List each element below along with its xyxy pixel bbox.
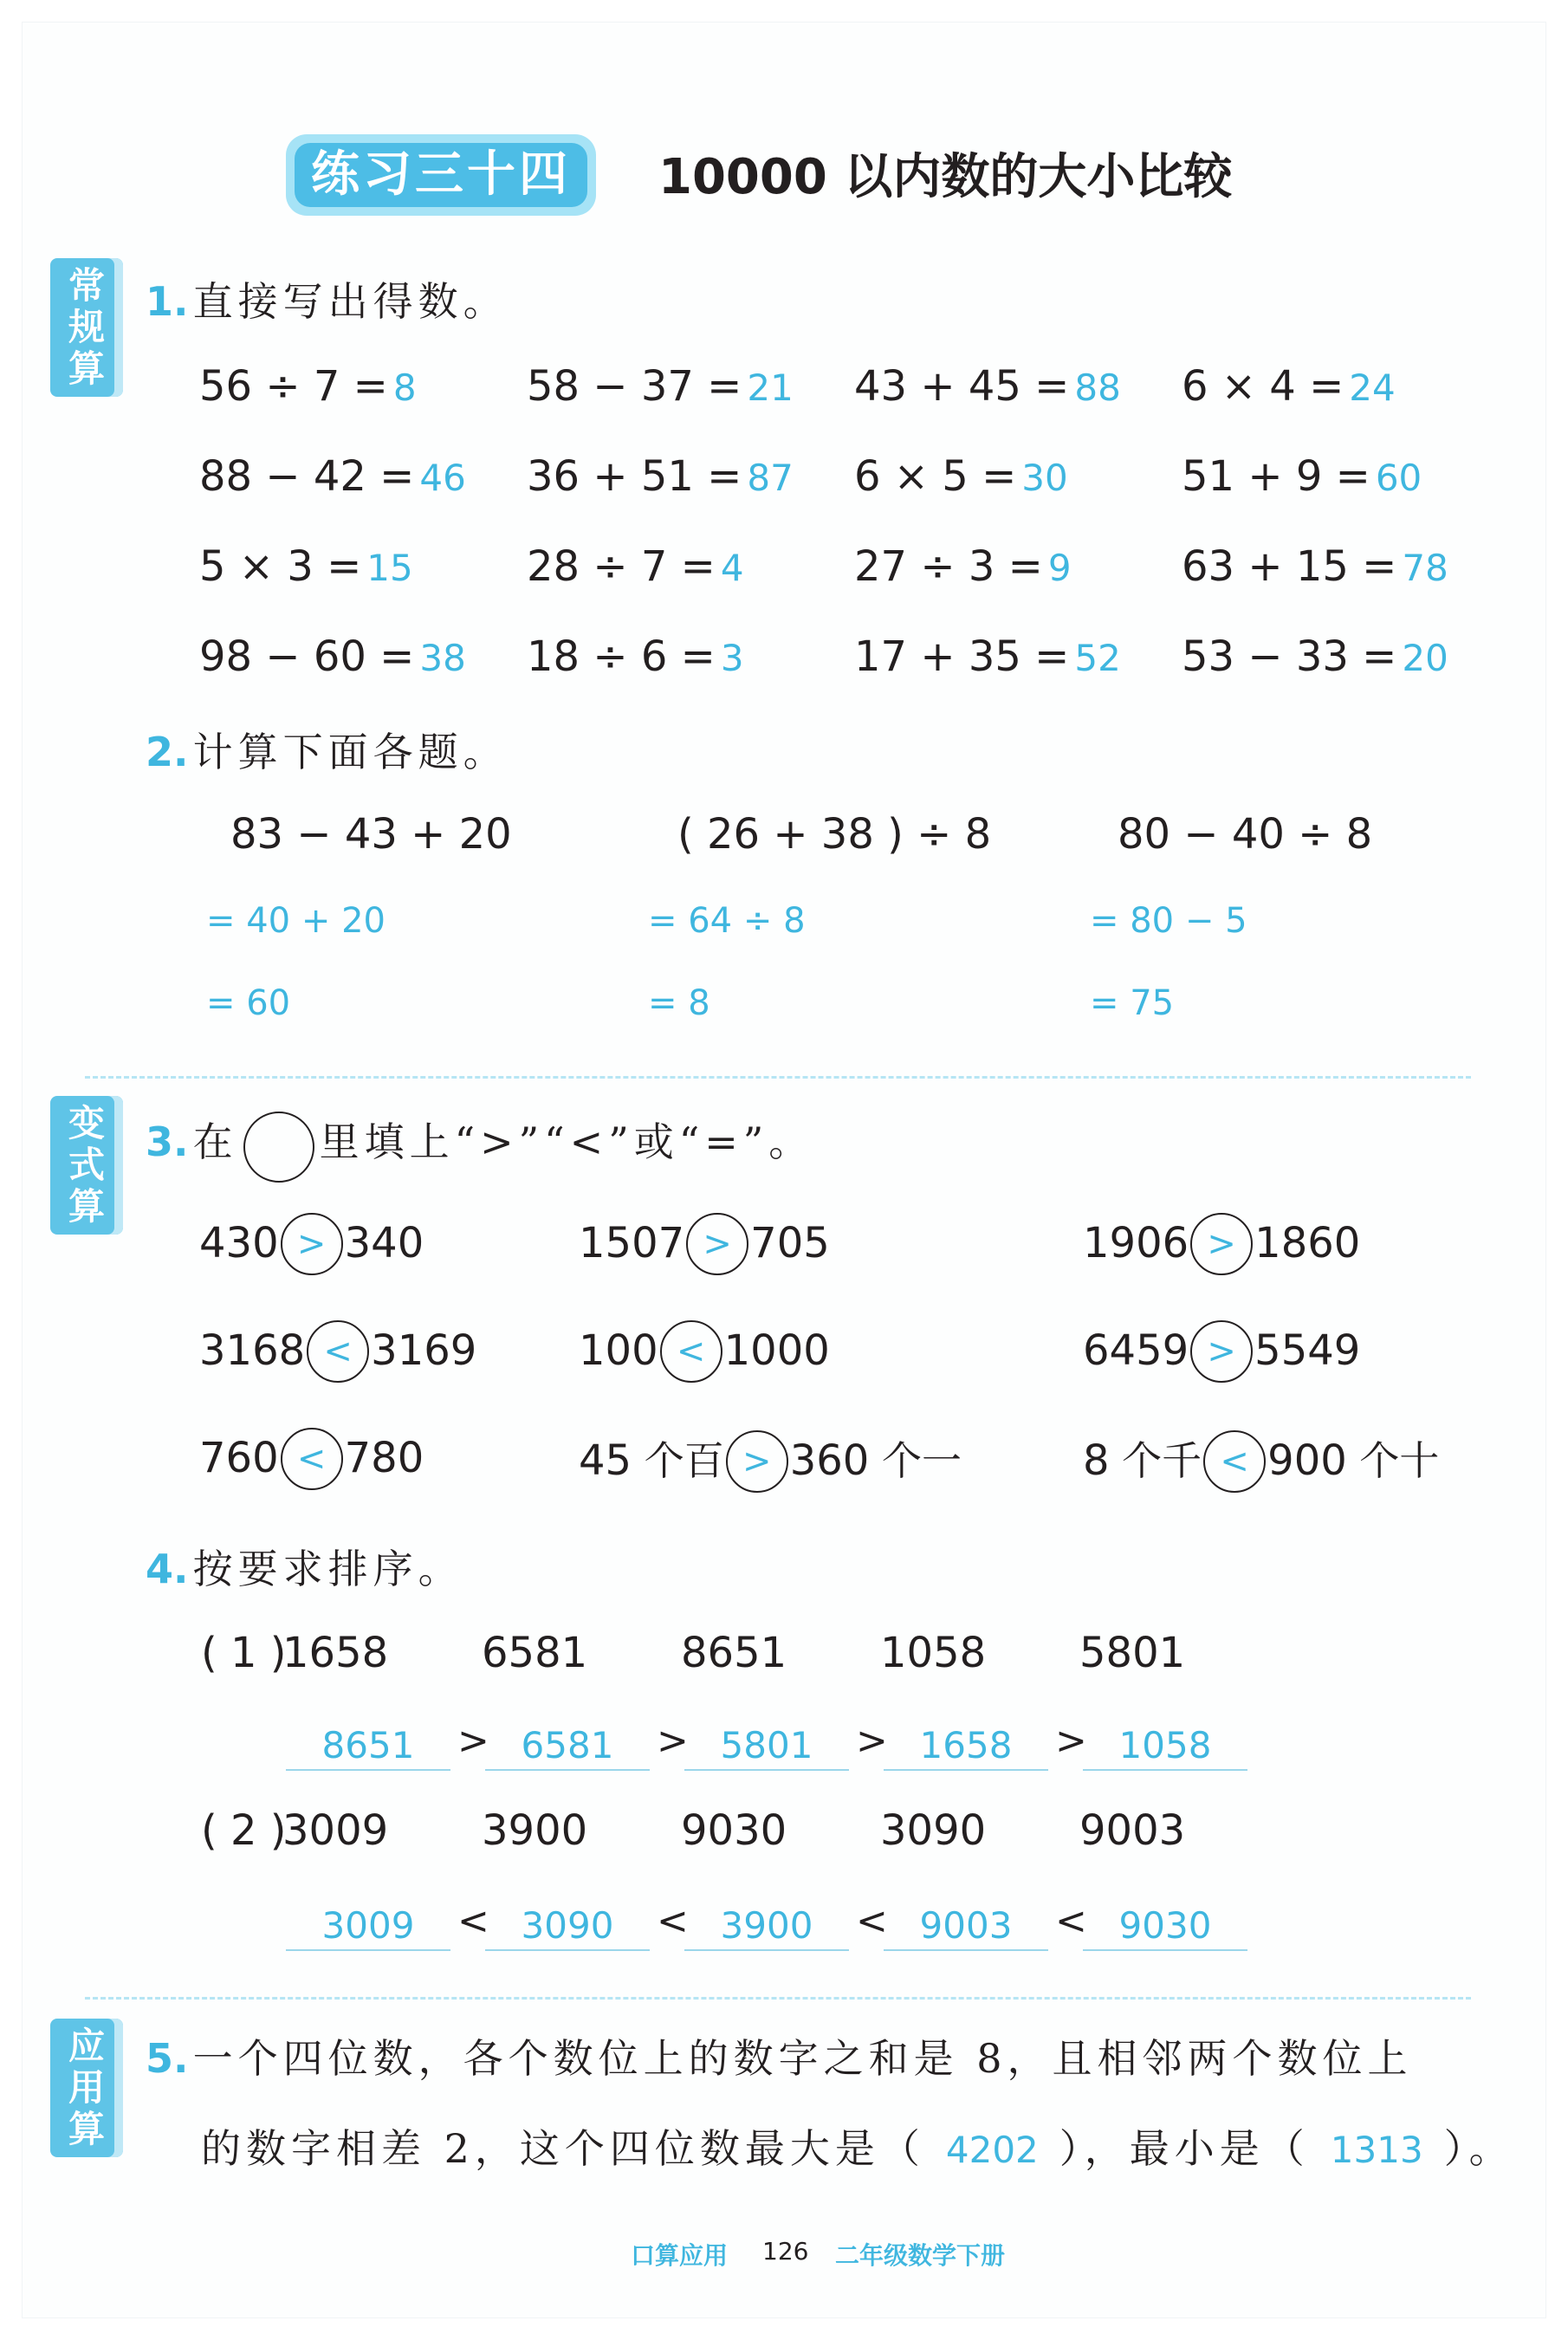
mental-math-item [199,452,466,501]
page-title: 10000 以内数的大小比较 [658,149,1233,205]
tab-char: 算 [68,1185,105,1228]
compare-right-value: 1000 [723,1326,830,1375]
mental-math-item [527,362,794,411]
math-expression: 53 − 33 = [1182,632,1397,681]
mental-math-item [199,542,413,591]
sort-sign: > [457,1719,489,1763]
compare-right-value: 780 [344,1434,424,1482]
math-answer[interactable]: 24 [1349,366,1396,409]
q5-answer-max[interactable]: 4202 [945,2129,1039,2171]
mental-math-item [1182,362,1396,411]
math-expression: 51 + 9 = [1182,452,1370,501]
math-answer[interactable]: 60 [1375,457,1422,499]
sort-given-number: 1658 [282,1629,389,1677]
sort-given-number: 6581 [482,1629,588,1677]
tab-char: 算 [68,2108,105,2150]
q1-heading [146,270,509,327]
q2-number: 2. [146,729,189,775]
lesson-badge-label: 练习三十四 [295,143,587,207]
math-answer[interactable]: 88 [1074,366,1121,409]
q5-line2 [201,2117,1514,2175]
tab-char: 常 [68,264,105,307]
math-expression: 88 − 42 = [199,452,415,501]
calc-step-1[interactable]: = 64 ÷ 8 [648,901,806,941]
sort-answer-blank[interactable]: 9003 [884,1902,1048,1951]
sort-sign: > [1055,1719,1087,1763]
mental-math-item [854,632,1121,681]
compare-right-value: 360 [789,1436,870,1485]
compare-item [1083,1429,1439,1494]
math-expression: 56 ÷ 7 = [199,362,388,411]
compare-right-value: 900 [1267,1436,1347,1485]
section-divider [85,1076,1471,1079]
sort-given-number: 3090 [880,1806,987,1855]
q2-heading [146,721,509,778]
mental-math-item [1182,452,1422,501]
section-divider [85,1997,1471,2000]
sort-answer-blank[interactable]: 1058 [1083,1722,1247,1771]
sort-given-number: 8651 [681,1629,787,1677]
sort-answer-blank[interactable]: 6581 [485,1722,650,1771]
mental-math-item [527,542,744,591]
compare-answer-circle[interactable]: > [686,1213,748,1275]
tab-applied-calc [50,2019,123,2157]
compare-left-value: 430 [199,1219,279,1267]
compare-right-value: 340 [344,1219,424,1267]
q5-text-line2b: ），最小是（ [1059,2125,1310,2172]
compare-item [579,1322,830,1384]
q3-heading [146,1111,813,1188]
sort-answer-blank[interactable]: 1658 [884,1722,1048,1771]
math-answer[interactable]: 30 [1021,457,1068,499]
math-answer[interactable]: 78 [1402,547,1448,589]
calc-step-1[interactable]: = 80 − 5 [1090,901,1247,941]
mental-math-item [199,362,417,411]
compare-answer-circle[interactable]: > [1190,1320,1253,1383]
page-number: 126 [762,2237,809,2265]
math-answer[interactable]: 20 [1402,637,1448,679]
mental-math-item [1182,632,1448,681]
compare-left-value: 1906 [1083,1219,1189,1267]
math-answer[interactable]: 9 [1047,547,1072,589]
q5-text-line2a: 的数字相差 2，这个四位数最大是（ [201,2125,925,2172]
tab-regular-calc [50,258,123,397]
compare-right-value: 705 [750,1219,830,1267]
math-expression: 6 × 5 = [854,452,1017,501]
sort-answer-blank[interactable]: 3900 [684,1902,849,1951]
q5-number: 5. [146,2035,189,2082]
mental-math-item [854,362,1121,411]
q3-prompt-a: 在 [192,1118,238,1165]
sort-sign: < [856,1899,888,1943]
math-expression: 6 × 4 = [1182,362,1344,411]
compare-left-value: 6459 [1083,1326,1189,1375]
math-expression: 63 + 15 = [1182,542,1397,591]
sort-sign: > [657,1719,689,1763]
math-expression: 5 × 3 = [199,542,362,591]
math-expression: 27 ÷ 3 = [854,542,1043,591]
calc-step-2[interactable]: = 8 [648,983,710,1023]
compare-answer-circle[interactable]: < [281,1428,343,1490]
math-answer[interactable]: 46 [419,457,466,499]
math-expression: 17 + 35 = [854,632,1070,681]
q3-number: 3. [146,1118,189,1165]
q2-prompt: 计算下面各题。 [192,729,509,775]
sort-answer-blank[interactable]: 9030 [1083,1902,1247,1951]
math-answer[interactable]: 4 [720,547,744,589]
math-answer[interactable]: 15 [366,547,413,589]
math-expression: 43 + 45 = [854,362,1070,411]
compare-answer-circle[interactable]: > [726,1430,788,1493]
calc-step-1[interactable]: = 40 + 20 [206,901,386,941]
compare-left-value: 760 [199,1434,279,1482]
math-expression: 28 ÷ 7 = [527,542,716,591]
compare-left-value: 3168 [199,1326,306,1375]
tab-char: 算 [68,347,105,390]
math-expression: 18 ÷ 6 = [527,632,716,681]
sort-part-label: ( 1 ) [201,1629,287,1677]
mental-math-item [1182,542,1448,591]
calc-expression: ( 26 + 38 ) ÷ 8 [677,810,992,859]
math-answer[interactable]: 8 [392,366,417,409]
compare-right-value: 3169 [371,1326,477,1375]
empty-circle-icon [243,1112,314,1183]
compare-item [579,1429,962,1494]
compare-item [199,1215,424,1277]
compare-left-value: 45 [579,1436,632,1485]
compare-left-value: 8 [1083,1436,1110,1485]
sort-sign: < [1055,1899,1087,1943]
sort-given-number: 9003 [1079,1806,1186,1855]
sort-given-number: 3900 [482,1806,588,1855]
math-answer[interactable]: 52 [1074,637,1121,679]
compare-left-value: 1507 [579,1219,685,1267]
compare-right-unit: 个一 [869,1437,962,1484]
compare-right-value: 5549 [1254,1326,1361,1375]
sort-sign: < [657,1899,689,1943]
compare-answer-circle[interactable]: < [307,1320,369,1383]
sort-sign: < [457,1899,489,1943]
calc-expression: 80 − 40 ÷ 8 [1118,810,1373,859]
sort-answer-blank[interactable]: 3009 [286,1902,450,1951]
tab-char: 规 [68,306,105,348]
footer-grade: 二年级数学下册 [835,2241,1006,2270]
sort-answer-blank[interactable]: 5801 [684,1722,849,1771]
mental-math-item [199,632,466,681]
q4-heading [146,1538,463,1595]
calc-expression: 83 − 43 + 20 [230,810,512,859]
lesson-badge [286,134,596,216]
compare-item [1083,1215,1360,1277]
q4-prompt: 按要求排序。 [192,1546,463,1592]
compare-answer-circle[interactable]: < [1203,1430,1266,1493]
compare-left-unit: 个千 [1109,1437,1202,1484]
compare-left-unit: 个百 [632,1437,724,1484]
math-answer[interactable]: 87 [747,457,794,499]
compare-right-unit: 个十 [1346,1437,1440,1484]
sort-answer-blank[interactable]: 3090 [485,1902,650,1951]
compare-item [579,1215,830,1277]
sort-answer-blank[interactable]: 8651 [286,1722,450,1771]
sort-given-number: 1058 [880,1629,987,1677]
tab-char: 应 [68,2025,105,2067]
q1-prompt: 直接写出得数。 [192,278,509,325]
mental-math-item [854,542,1072,591]
compare-answer-circle[interactable]: < [660,1320,722,1383]
tab-char: 用 [68,2066,105,2109]
compare-item [199,1429,424,1492]
compare-item [199,1322,476,1384]
tab-char: 式 [68,1144,105,1186]
q5-line1 [146,2027,1412,2084]
math-answer[interactable]: 38 [419,637,466,679]
math-expression: 98 − 60 = [199,632,415,681]
math-expression: 36 + 51 = [527,452,742,501]
sort-given-number: 3009 [282,1806,389,1855]
sort-sign: > [856,1719,888,1763]
mental-math-item [854,452,1068,501]
tab-variant-calc [50,1096,123,1235]
mental-math-item [527,632,744,681]
compare-item [1083,1322,1360,1384]
compare-left-value: 100 [579,1326,658,1375]
sort-given-number: 5801 [1079,1629,1186,1677]
math-expression: 58 − 37 = [527,362,742,411]
q5-text-line2c: ）。 [1443,2125,1514,2172]
q5-text-line1: 一个四位数，各个数位上的数字之和是 8，且相邻两个数位上 [192,2035,1413,2082]
q1-number: 1. [146,278,189,325]
compare-answer-circle[interactable]: > [281,1213,343,1275]
sort-part-label: ( 2 ) [201,1806,287,1855]
footer-series: 口算应用 [631,2241,729,2270]
q4-number: 4. [146,1546,189,1592]
mental-math-item [527,452,794,501]
compare-answer-circle[interactable]: > [1190,1213,1253,1275]
math-answer[interactable]: 21 [747,366,794,409]
compare-right-value: 1860 [1254,1219,1361,1267]
q3-prompt-b: 里填上“>”“<”或“=”。 [319,1118,814,1165]
q5-answer-min[interactable]: 1313 [1330,2129,1423,2171]
tab-char: 变 [68,1102,105,1144]
calc-step-2[interactable]: = 60 [206,983,291,1023]
sort-given-number: 9030 [681,1806,787,1855]
math-answer[interactable]: 3 [720,637,744,679]
calc-step-2[interactable]: = 75 [1090,983,1175,1023]
